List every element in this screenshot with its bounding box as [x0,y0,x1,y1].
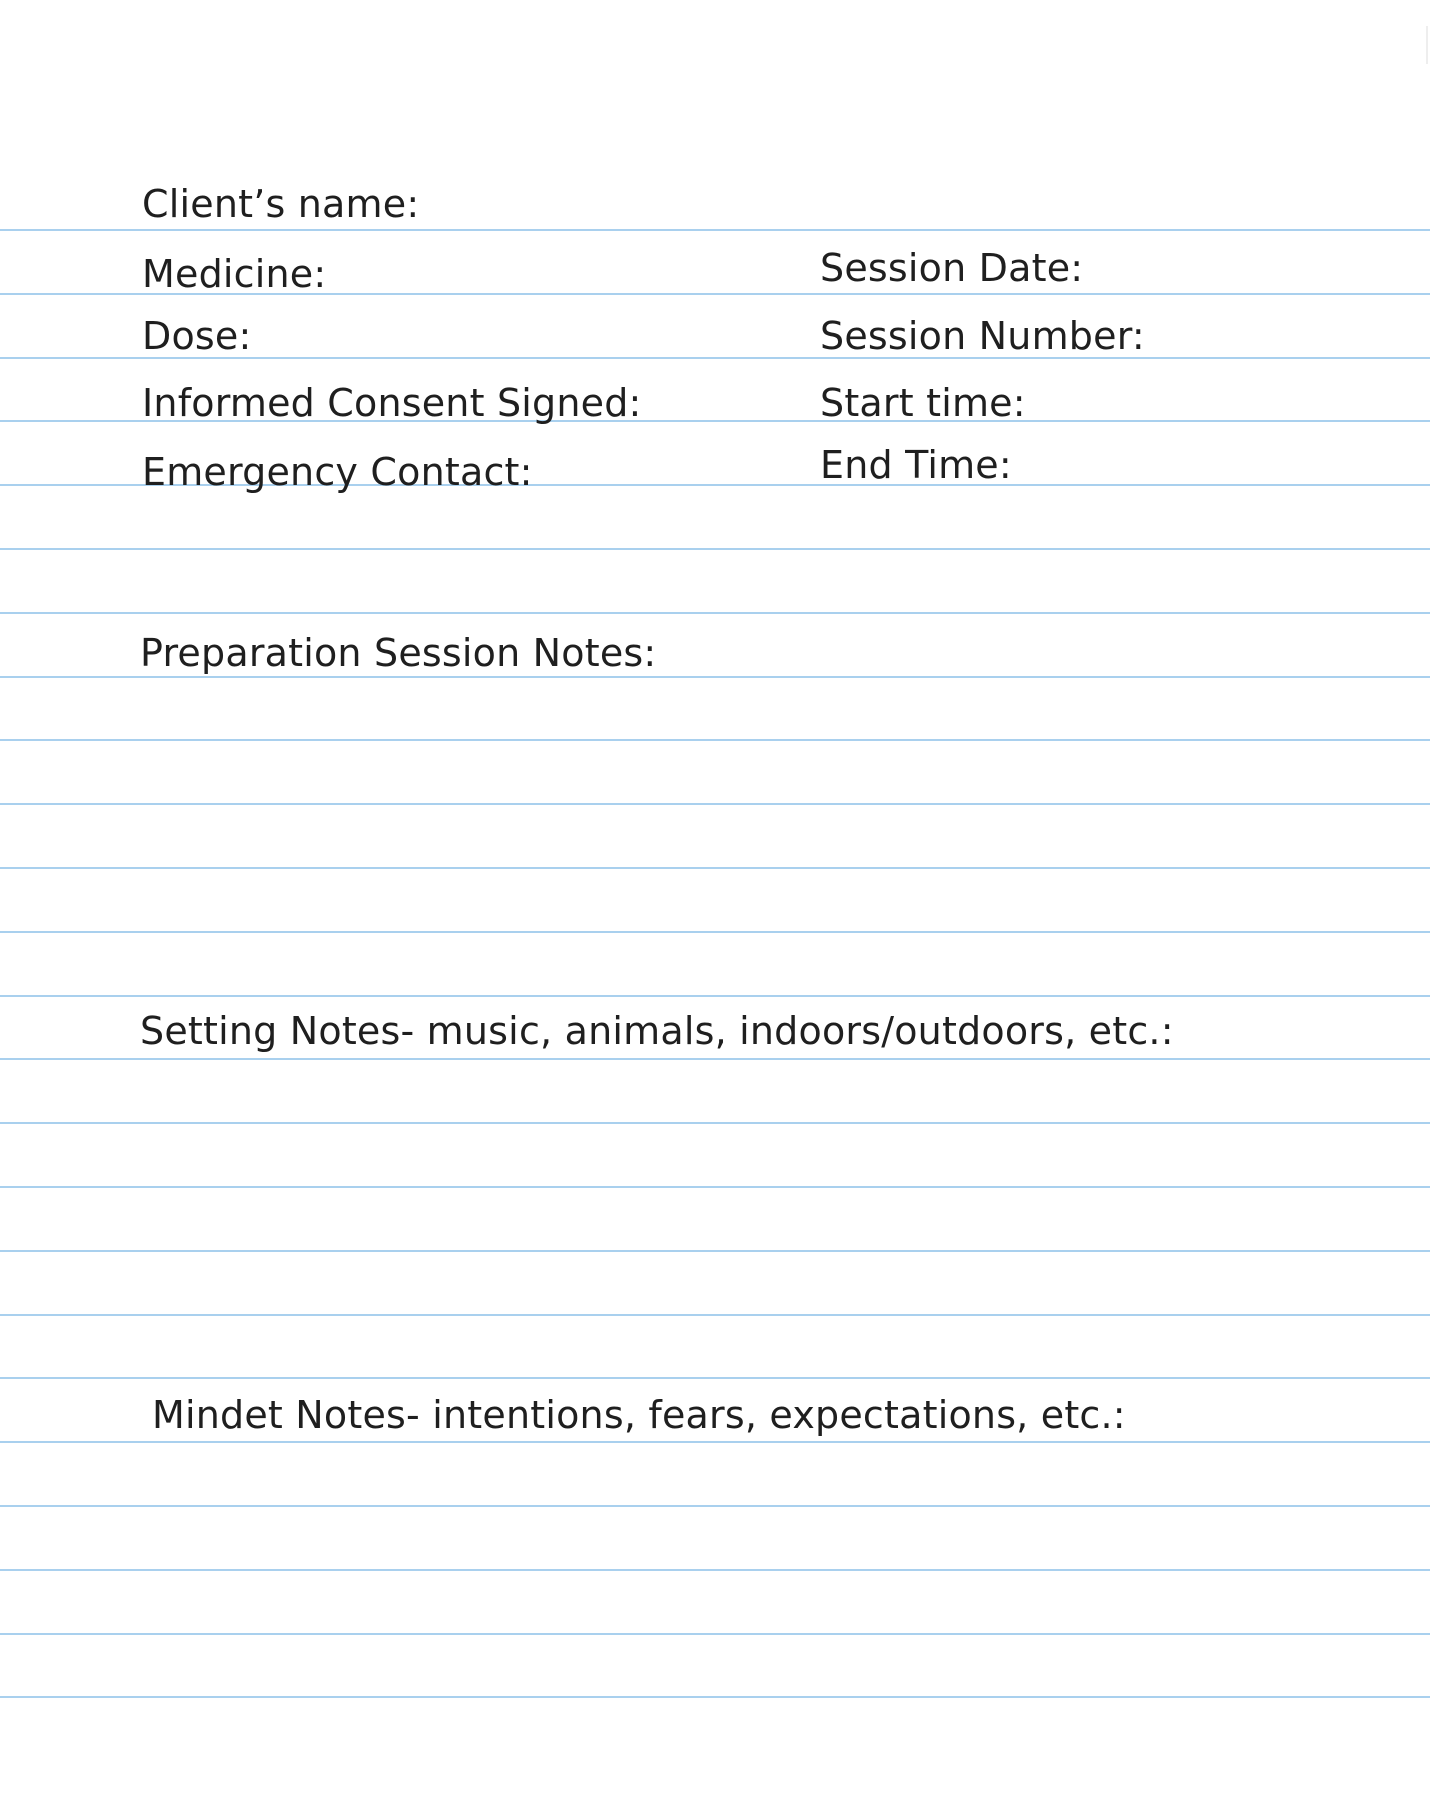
ruled-line [0,1377,1430,1379]
ruled-line [0,931,1430,933]
page-edge-mark [1426,26,1428,64]
ruled-line [0,1314,1430,1316]
session-date-label: Session Date: [820,246,1084,290]
end-time-label: End Time: [820,443,1012,487]
ruled-line [0,867,1430,869]
informed-consent-label: Informed Consent Signed: [142,381,642,425]
dose-label: Dose: [142,314,252,358]
mindset-notes-label: Mindet Notes- intentions, fears, expectations, etc.: [152,1393,1126,1437]
start-time-label: Start time: [820,381,1026,425]
medicine-label: Medicine: [142,252,327,296]
ruled-line [0,1441,1430,1443]
setting-notes-label: Setting Notes- music, animals, indoors/outdoors, etc.: [140,1009,1174,1053]
ruled-line [0,1058,1430,1060]
client-name-label: Client’s name: [142,182,420,226]
ruled-line [0,1250,1430,1252]
ruled-line [0,1505,1430,1507]
ruled-line [0,1569,1430,1571]
ruled-line [0,1633,1430,1635]
ruled-line [0,1696,1430,1698]
ruled-line [0,1122,1430,1124]
ruled-line [0,1186,1430,1188]
ruled-line [0,739,1430,741]
ruled-line [0,803,1430,805]
ruled-line [0,676,1430,678]
ruled-line [0,229,1430,231]
preparation-notes-label: Preparation Session Notes: [140,631,657,675]
emergency-contact-label: Emergency Contact: [142,450,533,494]
session-number-label: Session Number: [820,314,1145,358]
ruled-line [0,995,1430,997]
ruled-line [0,548,1430,550]
ruled-line [0,612,1430,614]
